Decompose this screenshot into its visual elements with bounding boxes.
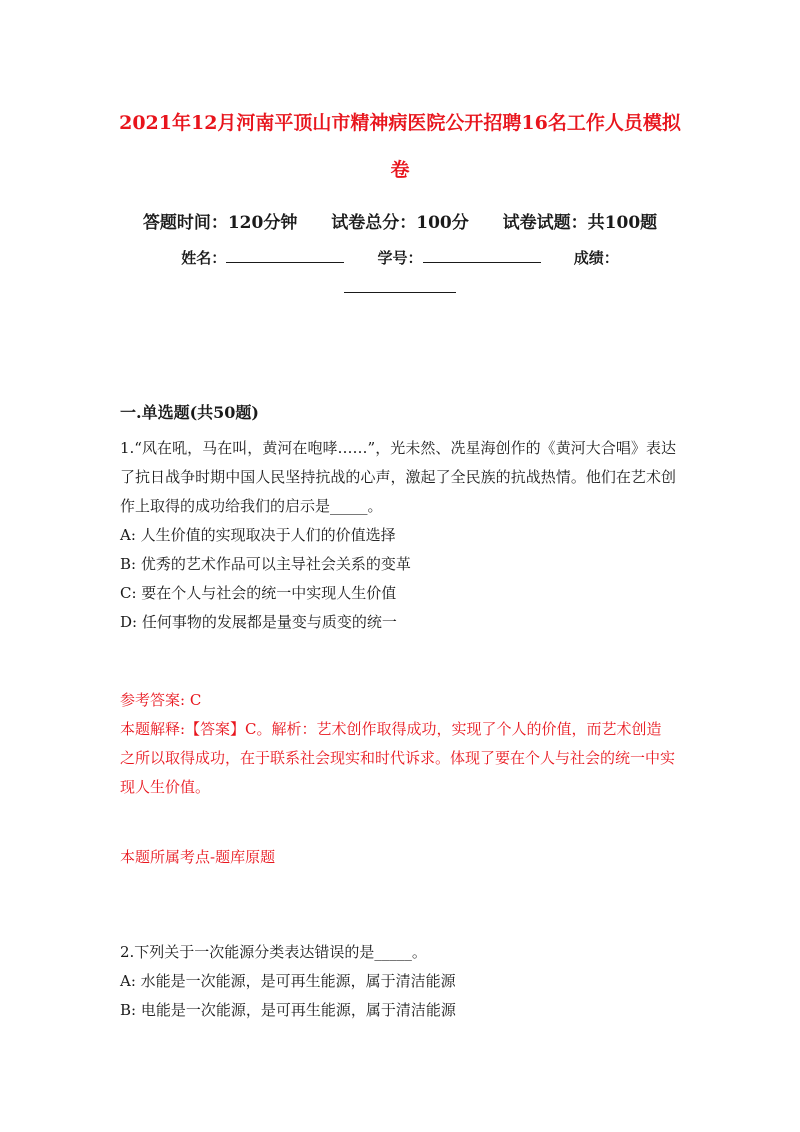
category-tag: 本题所属考点-题库原题: [120, 848, 276, 866]
name-blank[interactable]: [226, 248, 344, 263]
title-line-1: 2021年12月河南平顶山市精神病医院公开招聘16名工作人员模拟: [119, 112, 681, 134]
section-title: 一.单选题(共50题): [120, 403, 259, 422]
exam-time: 答题时间：120分钟: [142, 213, 298, 233]
student-id-field: [377, 244, 540, 272]
score-blank-row: [100, 274, 700, 302]
option-d: D: 任何事物的发展都是量变与质变的统一: [120, 613, 397, 631]
score-blank[interactable]: [344, 278, 456, 293]
option-c: C: 要在个人与社会的统一中实现人生价值: [120, 584, 397, 602]
explanation: 本题解释:【答案】C。解析：艺术创作取得成功，实现了个人的价值，而艺术创造之所以取得成功，在于联系社会现实和时代诉求。体现了要在个人与社会的统一中实现人生价值。: [120, 720, 676, 796]
name-label: 姓名：: [181, 249, 227, 267]
option-a: A: 水能是一次能源，是可再生能源，属于清洁能源: [120, 972, 456, 990]
total-score: 试卷总分：100分: [331, 213, 469, 233]
option-a: A: 人生价值的实现取决于人们的价值选择: [120, 526, 396, 544]
title-line-2: 卷: [390, 159, 410, 181]
student-info: [100, 244, 700, 302]
student-id-label: 学号：: [377, 249, 423, 267]
question-2: [120, 938, 676, 1025]
option-b: B: 优秀的艺术作品可以主导社会关系的变革: [120, 555, 411, 573]
student-id-blank[interactable]: [423, 248, 541, 263]
question-1: [120, 434, 676, 637]
question-stem: 2.下列关于一次能源分类表达错误的是_____。: [120, 943, 427, 961]
answer-block: [120, 686, 676, 802]
option-b: B: 电能是一次能源，是可再生能源，属于清洁能源: [120, 1001, 456, 1019]
reference-answer: 参考答案: C: [120, 691, 202, 709]
question-stem: 1.“风在吼，马在叫，黄河在咆哮……”，光未然、冼星海创作的《黄河大合唱》表达了抗日战争时期中国人民坚持抗战的心声，激起了全民族的抗战热情。他们在艺术创作上取得的成功给我们的启示是_____。: [120, 439, 676, 515]
name-field: [181, 244, 344, 272]
exam-info: [100, 208, 700, 233]
score-field: [574, 244, 619, 272]
question-count: 试卷试题：共100题: [502, 213, 658, 233]
document-title: [100, 100, 700, 194]
score-label: 成绩：: [573, 249, 619, 267]
